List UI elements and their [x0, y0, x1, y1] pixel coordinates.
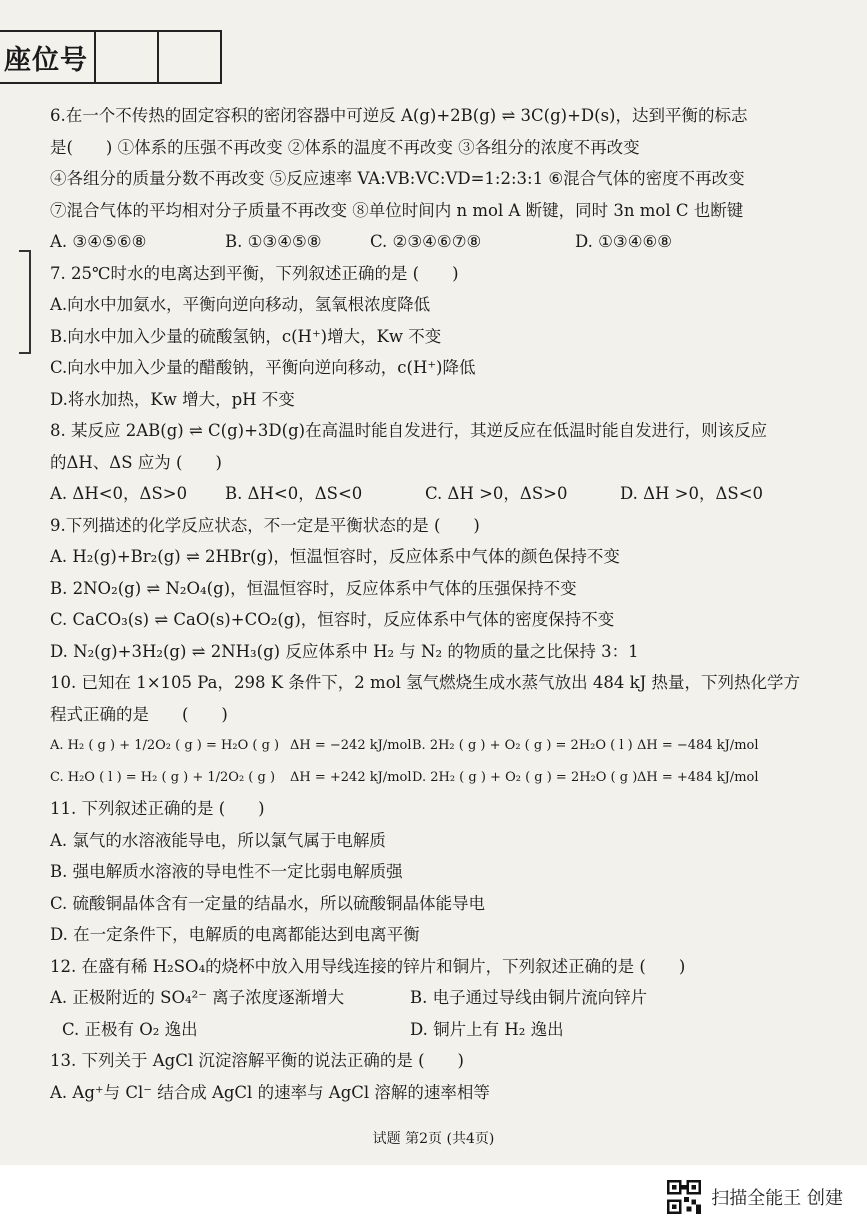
q12-option-d: D. 铜片上有 H₂ 逸出 — [410, 1019, 564, 1039]
q12-options-row1 — [50, 982, 840, 1014]
q10-option-a-dh: ΔH = −242 kJ/mol — [290, 738, 412, 753]
q12-option-c: C. 正极有 O₂ 逸出 — [62, 1019, 198, 1039]
q11-option-a: A. 氯气的水溶液能导电，所以氯气属于电解质 — [50, 830, 386, 850]
q12-stem: 12. 在盛有稀 H₂SO₄的烧杯中放入用导线连接的锌片和铜片，下列叙述正确的是 ( ) — [50, 956, 686, 976]
q6-option-a: A. ③④⑤⑥⑧ — [50, 232, 147, 251]
q7-option-d: D.将水加热，Kw 增大，pH 不变 — [50, 389, 295, 409]
q10-option-c: C. H₂O ( l ) = H₂ ( g ) + 1/2O₂ ( g ) — [50, 769, 276, 785]
q9-option-a: A. H₂(g)+Br₂(g) ⇌ 2HBr(g)，恒温恒容时，反应体系中气体的颜色保持不变 — [50, 547, 620, 566]
q12-option-b: B. 电子通过导线由铜片流向锌片 — [410, 988, 648, 1007]
watermark-text: 扫描全能王 创建 — [711, 1188, 843, 1209]
q7-option-a: A.向水中加氨水，平衡向逆向移动，氢氧根浓度降低 — [50, 295, 431, 314]
q11-option-b: B. 强电解质水溶液的导电性不一定比弱电解质强 — [50, 862, 403, 881]
q10-option-d-dh: ΔH = +484 kJ/mol — [637, 769, 759, 785]
q11-stem: 11. 下列叙述正确的是 ( ) — [50, 799, 265, 818]
q6-options — [50, 226, 840, 258]
seat-number-cell — [159, 32, 220, 82]
q9-option-b: B. 2NO₂(g) ⇌ N₂O₄(g)，恒温恒容时，反应体系中气体的压强保持不变 — [50, 578, 577, 598]
q13-stem: 13. 下列关于 AgCl 沉淀溶解平衡的说法正确的是 ( ) — [50, 1051, 464, 1070]
q10-option-c-dh: ΔH = +242 kJ/mol — [290, 769, 412, 785]
q8-option-d: D. ΔH >0，ΔS<0 — [620, 484, 764, 503]
qr-code-icon — [667, 1180, 701, 1214]
q10-stem: 10. 已知在 1×105 Pa，298 K 条件下，2 mol 氢气燃烧生成水蒸气放出 484 kJ 热量，下列热化学方 — [50, 673, 800, 692]
scanner-watermark — [667, 1180, 843, 1214]
q7-option-c: C.向水中加入少量的醋酸钠，平衡向逆向移动，c(H⁺)降低 — [50, 358, 476, 377]
q8-option-a: A. ΔH<0，ΔS>0 — [50, 484, 188, 503]
seat-number-label: 座位号 — [0, 32, 96, 82]
q12-options-row2 — [50, 1014, 840, 1046]
q10-option-b: B. 2H₂ ( g ) + O₂ ( g ) = 2H₂O ( l ) — [412, 738, 633, 753]
q9-option-d: D. N₂(g)+3H₂(g) ⇌ 2NH₃(g) 反应体系中 H₂ 与 N₂ 的物质的量之比保持 3：1 — [50, 641, 639, 661]
question-content — [50, 100, 840, 1108]
q10-options-row1 — [50, 730, 840, 762]
q7-stem: 7. 25℃时水的电离达到平衡，下列叙述正确的是 ( ) — [50, 263, 459, 283]
q10-option-a: A. H₂ ( g ) + 1/2O₂ ( g ) = H₂O ( g ) — [50, 738, 280, 753]
q8-options — [50, 478, 840, 510]
q11-option-d: D. 在一定条件下，电解质的电离都能达到电离平衡 — [50, 925, 420, 944]
q6-stem-line: ⑦混合气体的平均相对分子质量不再改变 ⑧单位时间内 n mol A 断键，同时 3n mol C 也断键 — [50, 200, 744, 220]
q12-option-a: A. 正极附近的 SO₄²⁻ 离子浓度逐渐增大 — [50, 988, 345, 1007]
q6-stem-line: 是( ) ①体系的压强不再改变 ②体系的温度不再改变 ③各组分的浓度不再改变 — [50, 137, 640, 157]
q9-option-c: C. CaCO₃(s) ⇌ CaO(s)+CO₂(g)，恒容时，反应体系中气体的密度保持不变 — [50, 610, 615, 629]
page-footer: 试题 第2页 (共4页) — [372, 1131, 495, 1147]
binding-mark — [19, 250, 31, 354]
q8-option-b: B. ΔH<0，ΔS<0 — [225, 484, 363, 503]
q9-stem: 9.下列描述的化学反应状态，不一定是平衡状态的是 ( ) — [50, 515, 480, 535]
q6-stem-line: 6.在一个不传热的固定容积的密闭容器中可逆反 A(g)+2B(g) ⇌ 3C(g)+D(s)，达到平衡的标志 — [50, 106, 748, 125]
q8-stem: 的ΔH、ΔS 应为 ( ) — [50, 452, 222, 472]
q13-option-a: A. Ag⁺与 Cl⁻ 结合成 AgCl 的速率与 AgCl 溶解的速率相等 — [50, 1082, 490, 1102]
q6-stem-line: ④各组分的质量分数不再改变 ⑤反应速率 VA:VB:VC:VD=1:2:3:1 ⑥混合气体的密度不再改变 — [50, 169, 745, 188]
q10-stem: 程式正确的是 ( ) — [50, 704, 228, 724]
q6-option-d: D. ①③④⑥⑧ — [575, 232, 673, 251]
seat-number-cell — [96, 32, 159, 82]
q10-option-d: D. 2H₂ ( g ) + O₂ ( g ) = 2H₂O ( g ) — [412, 769, 638, 785]
q6-option-c: C. ②③④⑥⑦⑧ — [370, 232, 482, 251]
q8-option-c: C. ΔH >0，ΔS>0 — [425, 484, 568, 503]
q7-option-b: B.向水中加入少量的硫酸氢钠，c(H⁺)增大，Kw 不变 — [50, 326, 442, 346]
q10-option-b-dh: ΔH = −484 kJ/mol — [637, 738, 759, 753]
seat-number-box — [0, 30, 222, 84]
q8-stem: 8. 某反应 2AB(g) ⇌ C(g)+3D(g)在高温时能自发进行，其逆反应在低温时能自发进行，则该反应 — [50, 421, 768, 440]
q11-option-c: C. 硫酸铜晶体含有一定量的结晶水，所以硫酸铜晶体能导电 — [50, 893, 486, 913]
q10-options-row2 — [50, 762, 840, 794]
q6-option-b: B. ①③④⑤⑧ — [225, 232, 322, 251]
